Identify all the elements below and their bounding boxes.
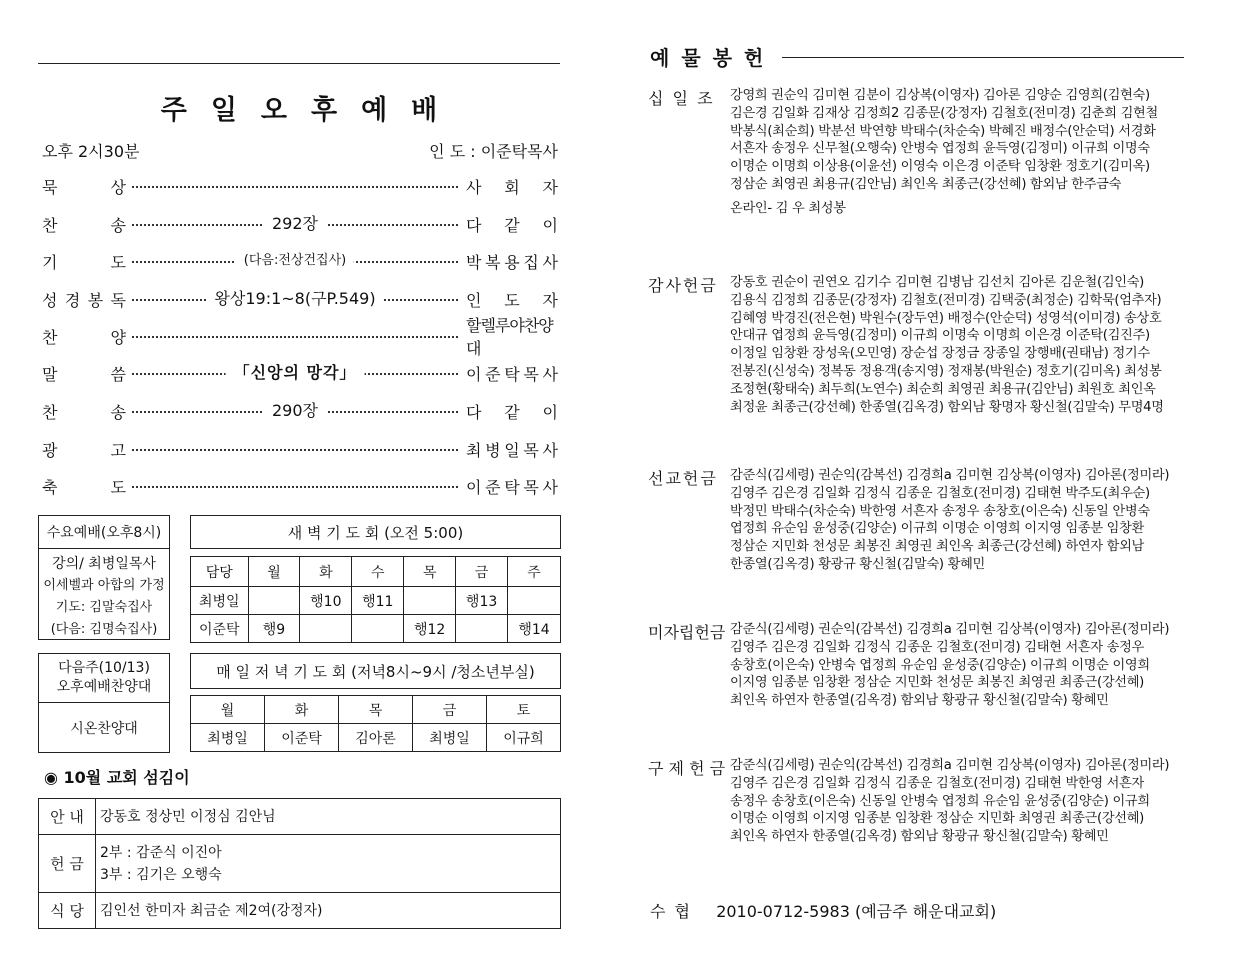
dawn-cell: 행11 xyxy=(352,587,404,615)
order-detail: (다음:전상건집사) xyxy=(236,248,354,274)
offering-name-line: 감준식(김세령) 권순익(감복선) 김경희a 김미현 김상복(이영자) 김아론(정미라) xyxy=(730,468,1170,483)
wednesday-topic: 이세벨과 아합의 가정 xyxy=(43,578,165,593)
offering-name-line: 박봉식(최순희) 박분선 박연향 박태수(차순숙) 박혜진 배정수(안순덕) 서경화 xyxy=(730,123,1156,139)
dawn-cell xyxy=(508,587,561,615)
service-time: 오후 2시30분 xyxy=(42,142,140,161)
dawn-header-cell: 금 xyxy=(456,557,508,587)
order-leader-dots xyxy=(132,248,458,274)
offering-section-names xyxy=(730,87,1180,218)
offering-name-line: 박정민 박태수(차순숙) 박한영 서흔자 송정우 송창호(이은숙) 신동일 안병숙 xyxy=(730,503,1150,519)
dawn-header-row xyxy=(191,557,561,587)
dawn-prayer-table xyxy=(190,556,561,643)
wednesday-next: (다음: 김명숙집사) xyxy=(50,622,158,637)
dawn-header-cell: 화 xyxy=(300,557,352,587)
bank-label: 수 협 xyxy=(650,902,692,921)
dawn-row xyxy=(191,587,561,615)
order-label: 축 도 xyxy=(42,477,126,497)
offering-name-line: 조정현(황태숙) 최두희(노연수) 최순희 최영권 최용규(김안님) 최원호 최인옥 xyxy=(730,381,1156,397)
evening-cell: 최병일 xyxy=(413,724,487,752)
dawn-header-cell: 주 xyxy=(508,557,561,587)
dawn-cell: 행13 xyxy=(456,587,508,615)
offering-name-line: 송창호(이은숙) 안병숙 엽정희 유순임 윤성중(김양순) 이규희 이명순 이영희 xyxy=(730,657,1150,673)
servants-row xyxy=(39,799,561,835)
order-person: 이 준 탁 목 사 xyxy=(466,364,558,384)
dawn-cell xyxy=(456,615,508,643)
order-leader-dots xyxy=(132,323,458,349)
offering-name-line: 김혜영 박경진(전은현) 박원수(장두연) 배정수(안순덕) 성영석(이미경) 송상호 xyxy=(730,310,1162,326)
offering-name-line: 온라인- 김 우 최성봉 xyxy=(730,200,846,216)
offering-name-line: 송정우 송창호(이은숙) 신동일 안병숙 엽정희 유순임 윤성중(김양순) 이규희 xyxy=(730,793,1150,809)
servants-names xyxy=(96,893,561,929)
offering-name-line: 이명순 이명희 이상용(이윤선) 이영숙 이은경 이준탁 임창환 정호기(김미옥) xyxy=(730,159,1150,175)
servants-names xyxy=(96,799,561,835)
order-person: 다 같 이 xyxy=(466,402,558,422)
order-label: 묵 상 xyxy=(42,177,126,197)
offering-name-line: 최정윤 최종근(강선혜) 한종열(김옥경) 함외남 황명자 황신철(김말숙) 무명4명 xyxy=(730,399,1164,415)
dawn-prayer-title: 새 벽 기 도 회 (오전 5:00) xyxy=(190,515,561,549)
dawn-cell xyxy=(352,615,404,643)
servants-line: 김인선 한미자 최금순 제2여(강정자) xyxy=(100,902,323,919)
offering-section-label: 십 일 조 xyxy=(648,89,715,108)
dawn-cell: 행14 xyxy=(508,615,561,643)
dawn-cell xyxy=(404,587,456,615)
servants-label: 안 내 xyxy=(39,799,96,835)
offering-name-line: 김영주 김은경 김일화 김정식 김종운 김철호(전미경) 김태현 박한영 서흔자 xyxy=(730,775,1144,791)
choir-next-week: 다음주(10/13) xyxy=(58,660,150,676)
evening-cell: 이준탁 xyxy=(265,724,339,752)
evening-header-cell: 금 xyxy=(413,696,487,724)
offering-name-line: 서흔자 송정우 신무철(오행숙) 안병숙 엽정희 윤득영(김정미) 이규희 이명숙 xyxy=(730,141,1150,157)
offering-name-line: 강영희 권순익 김미현 김분이 김상복(이영자) 김아론 김양순 김영희(김현숙) xyxy=(730,88,1150,103)
order-leader-dots xyxy=(132,473,458,499)
order-row xyxy=(42,436,558,462)
offering-name-line: 김용식 김정희 김종문(강정자) 김철호(전미경) 김택중(최정순) 김학묵(엄추자) xyxy=(730,292,1162,308)
offering-rule xyxy=(782,57,1184,58)
order-person: 최 병 일 목 사 xyxy=(466,440,558,460)
servants-line: 3부 : 김기은 오행숙 xyxy=(100,866,222,883)
evening-header-cell: 월 xyxy=(191,696,265,724)
dawn-cell: 행10 xyxy=(300,587,352,615)
page-title: 주일오후예배 xyxy=(160,95,462,126)
offering-name-line: 감준식(김세령) 권순익(감복선) 김경희a 김미현 김상복(이영자) 김아론(정미라) xyxy=(730,758,1170,773)
dawn-cell xyxy=(248,587,300,615)
dawn-cell xyxy=(300,615,352,643)
order-leader-dots xyxy=(132,398,458,424)
order-row xyxy=(42,173,558,199)
order-row xyxy=(42,248,558,274)
evening-header-cell: 화 xyxy=(265,696,339,724)
order-person: 이 준 탁 목 사 xyxy=(466,477,558,497)
offering-name-line: 감준식(김세령) 권순익(감복선) 김경희a 김미현 김상복(이영자) 김아론(정미라) xyxy=(730,622,1170,637)
order-leader-dots xyxy=(132,173,458,199)
dawn-header-cell: 담당 xyxy=(191,557,249,587)
servants-table xyxy=(38,798,561,929)
dawn-cell: 행12 xyxy=(404,615,456,643)
offering-name-line: 최인옥 하연자 한종열(김옥경) 함외남 황광규 황신철(김말숙) 황혜민 xyxy=(730,693,1109,709)
order-row xyxy=(42,316,558,358)
servants-row xyxy=(39,835,561,893)
order-row xyxy=(42,473,558,499)
servants-row xyxy=(39,893,561,929)
wednesday-prayer: 기도: 김말숙집사 xyxy=(55,600,153,615)
offering-name-line: 전봉진(신성숙) 정복동 정용객(송지영) 정재봉(박원순) 정호기(김미옥) 최성봉 xyxy=(730,363,1162,379)
order-label: 찬 송 xyxy=(42,402,126,422)
evening-prayer-table xyxy=(190,695,561,752)
order-label: 성 경 봉 독 xyxy=(42,290,126,310)
order-row xyxy=(42,398,558,424)
order-row xyxy=(42,360,558,386)
dawn-cell: 이준탁 xyxy=(191,615,249,643)
order-person: 사 회 자 xyxy=(466,177,558,197)
servants-line: 2부 : 감준식 이진아 xyxy=(100,844,222,861)
offering-name-line: 김영주 김은경 김일화 김정식 김종운 김철호(전미경) 김태현 서흔자 송정우 xyxy=(730,639,1144,655)
offering-name-line: 정삼순 최영권 최용규(김안님) 최인옥 최종근(강선혜) 함외남 한주금숙 xyxy=(730,176,1122,192)
service-leader: 인 도 : 이준탁목사 xyxy=(429,142,558,161)
evening-header-cell: 토 xyxy=(487,696,561,724)
order-person: 박 복 용 집 사 xyxy=(466,252,558,272)
order-person: 다 같 이 xyxy=(466,215,558,235)
choir-box xyxy=(38,653,170,753)
order-row xyxy=(42,211,558,237)
dawn-cell: 최병일 xyxy=(191,587,249,615)
bank-info: 2010-0712-5983 (예금주 해운대교회) xyxy=(716,902,997,921)
offering-name-line: 안대규 엽정희 윤득영(김정미) 이규희 이명숙 이명희 이은경 이준탁(김진주) xyxy=(730,328,1150,344)
evening-cell: 이규희 xyxy=(487,724,561,752)
offering-section-label: 선교헌금 xyxy=(648,469,718,488)
evening-header-cell: 목 xyxy=(339,696,413,724)
offering-section-names xyxy=(730,467,1180,574)
offering-name-line: 엽정희 유순임 윤성중(김양순) 이규희 이명순 이영희 이지영 임종분 임창환 xyxy=(730,521,1144,537)
dawn-header-cell: 월 xyxy=(248,557,300,587)
servants-label: 헌 금 xyxy=(39,835,96,893)
dawn-row xyxy=(191,615,561,643)
dawn-header-cell: 목 xyxy=(404,557,456,587)
order-person: 인 도 자 xyxy=(466,290,558,310)
offering-section-label: 구 제 헌 금 xyxy=(648,759,726,778)
order-label: 광 고 xyxy=(42,440,126,460)
top-rule xyxy=(38,63,560,64)
order-label: 기 도 xyxy=(42,252,126,272)
offering-title: 예물봉헌 xyxy=(650,46,776,70)
offering-name-line: 이명순 이영희 이지영 임종분 임창환 정삼순 지민화 최영권 최종근(강선혜) xyxy=(730,811,1144,827)
servants-names xyxy=(96,835,561,893)
dawn-cell: 행9 xyxy=(248,615,300,643)
offering-name-line: 최인옥 하연자 한종열(김옥경) 함외남 황광규 황신철(김말숙) 황혜민 xyxy=(730,829,1109,845)
offering-name-line: 한종열(김옥경) 황광규 황신철(김말숙) 황혜민 xyxy=(730,556,985,572)
offering-name-line: 정삼순 지민화 천성문 최봉진 최영권 최인옥 최종근(강선혜) 하연자 함외남 xyxy=(730,539,1144,555)
offering-name-line: 이지영 임종분 임창환 정삼순 지민화 천성문 최봉진 최영권 최종근(강선혜) xyxy=(730,675,1144,691)
offering-name-line: 강동호 권순이 권연오 김기수 김미현 김병남 김선치 김아론 김운철(김인숙) xyxy=(730,275,1144,290)
wednesday-box xyxy=(38,515,170,640)
order-leader-dots xyxy=(132,436,458,462)
order-leader-dots xyxy=(132,211,458,237)
offering-section-names xyxy=(730,621,1180,710)
servants-heading: ◉ 10월 교회 섬김이 xyxy=(44,768,190,787)
choir-name: 시온찬양대 xyxy=(70,721,138,737)
offering-name-line: 김영주 김은경 김일화 김정식 김종운 김철호(전미경) 김태현 박주도(최우순) xyxy=(730,485,1150,501)
order-detail: 「신앙의 망각」 xyxy=(226,360,365,386)
evening-cell: 최병일 xyxy=(191,724,265,752)
offering-section-names xyxy=(730,274,1180,416)
offering-section-names xyxy=(730,757,1180,846)
offering-name-line: 김은경 김일화 김재상 김정희2 김종문(강정자) 김철호(전미경) 김춘희 김현철 xyxy=(730,105,1158,121)
order-person: 할렐루야찬양대 xyxy=(466,316,553,358)
servants-line: 강동호 정상민 이정심 김안님 xyxy=(100,808,276,825)
order-leader-dots xyxy=(132,286,458,312)
order-detail: 290장 xyxy=(264,398,326,424)
choir-service: 오후예배찬양대 xyxy=(56,679,152,695)
offering-name-line: 이정일 임창환 장성욱(오민영) 장순섭 장정금 장종일 장행배(권태남) 정기수 xyxy=(730,346,1150,362)
offering-section-label: 감사헌금 xyxy=(648,276,718,295)
wednesday-header: 수요예배(오후8시) xyxy=(39,516,169,549)
evening-row xyxy=(191,724,561,752)
order-detail: 왕상19:1~8(구P.549) xyxy=(206,286,383,312)
order-row xyxy=(42,286,558,312)
order-label: 찬 양 xyxy=(42,327,126,347)
order-label: 찬 송 xyxy=(42,215,126,235)
order-detail: 292장 xyxy=(264,211,326,237)
wednesday-lecture: 강의/ 최병일목사 xyxy=(52,556,156,572)
order-leader-dots xyxy=(132,360,458,386)
evening-prayer-title: 매 일 저 녁 기 도 회 (저녁8시~9시 /청소년부실) xyxy=(190,653,561,689)
evening-cell: 김아론 xyxy=(339,724,413,752)
dawn-header-cell: 수 xyxy=(352,557,404,587)
order-label: 말 씀 xyxy=(42,364,126,384)
evening-header-row xyxy=(191,696,561,724)
bank-line xyxy=(650,899,996,922)
offering-section-label: 미자립헌금 xyxy=(648,623,726,642)
servants-label: 식 당 xyxy=(39,893,96,929)
